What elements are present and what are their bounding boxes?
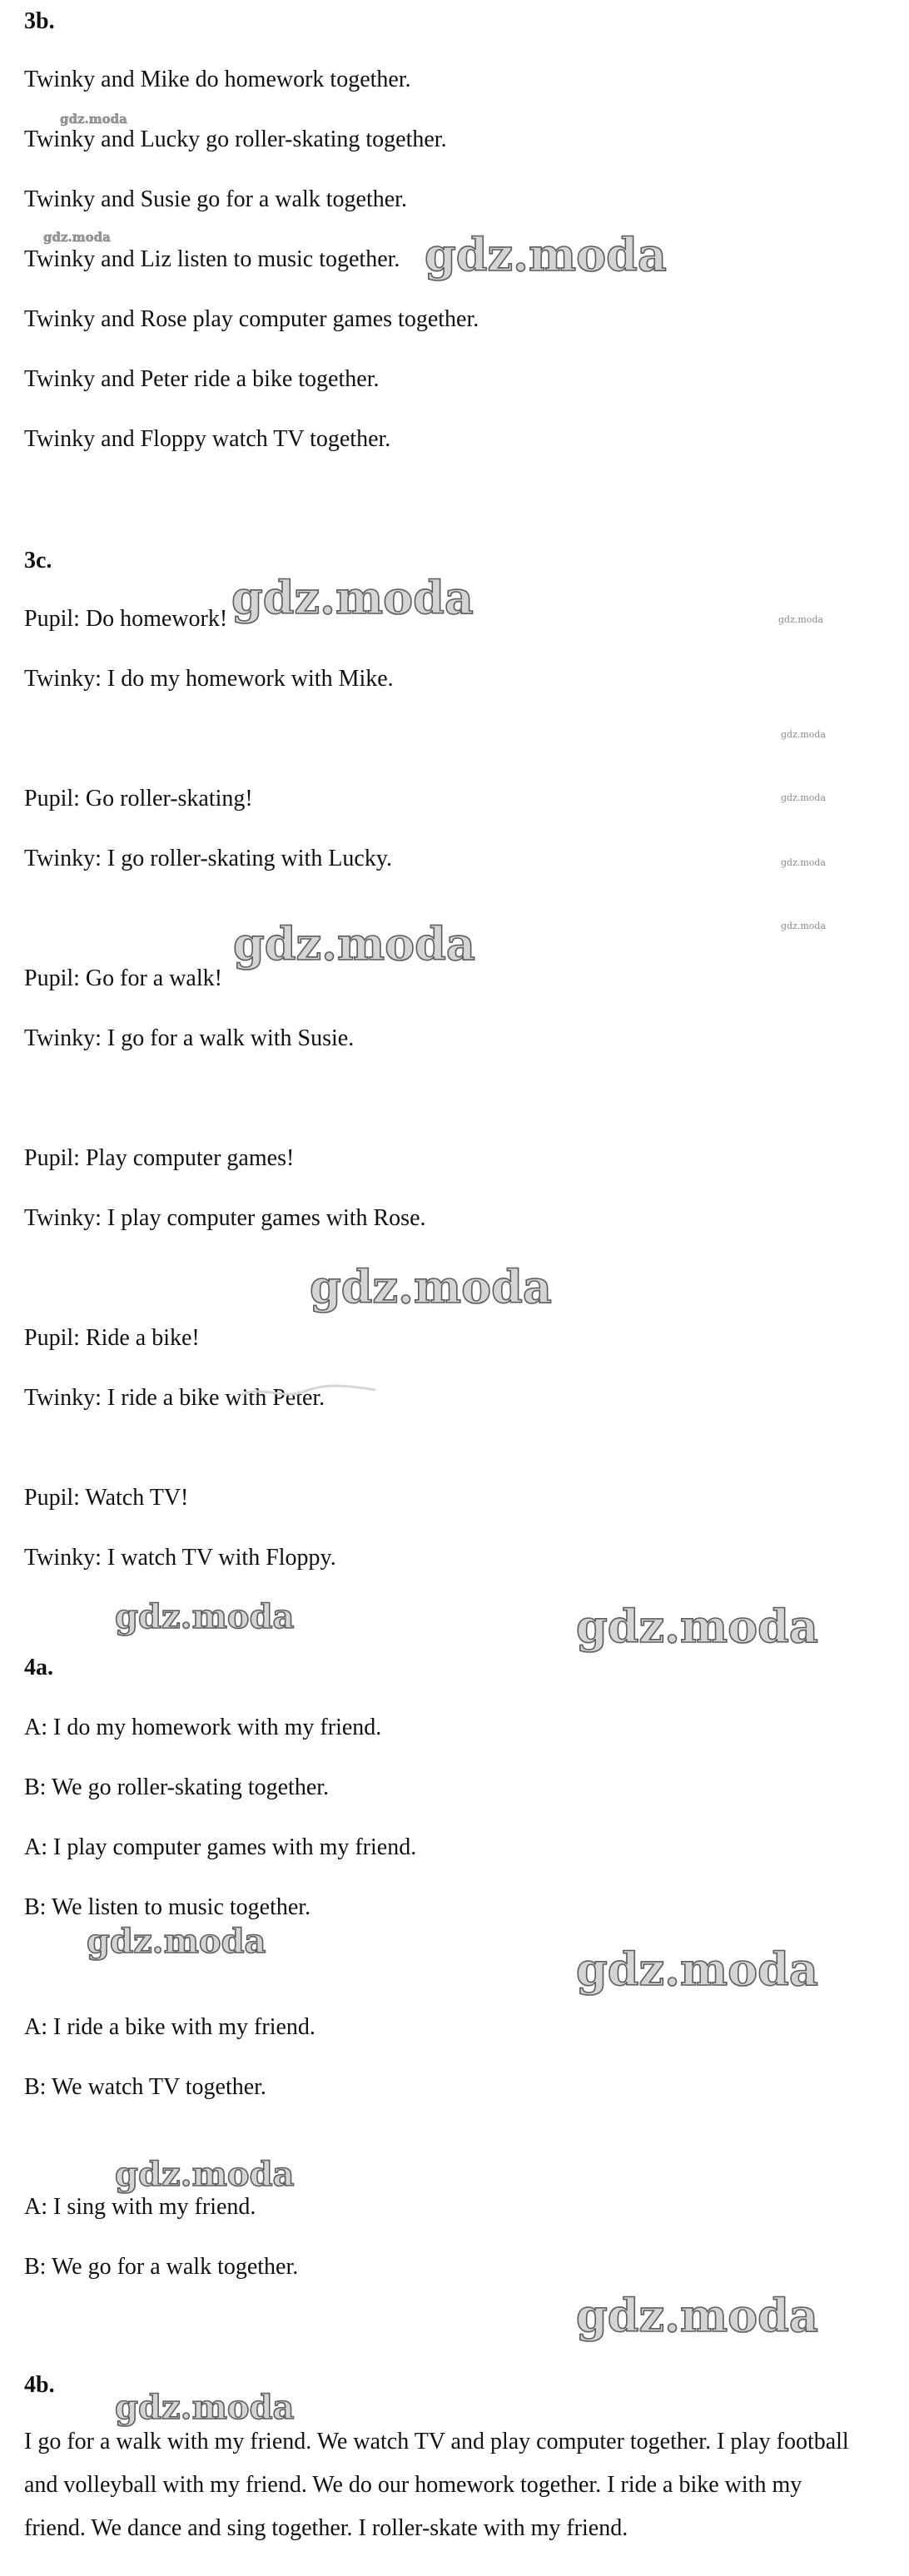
watermark: gdz.moda (115, 2155, 295, 2194)
section-4b-heading: 4b. (24, 2372, 55, 2398)
section-4a-line-2: B: We go roller-skating together. (24, 1774, 330, 1800)
watermark: gdz.moda (576, 2289, 818, 2342)
section-4a-line-5: A: I ride a bike with my friend. (24, 2014, 315, 2040)
section-3c-line-9: Pupil: Ride a bike! (24, 1325, 200, 1351)
section-3c-heading: 3c. (24, 548, 52, 573)
section-3c-line-5: Pupil: Go for a walk! (24, 965, 222, 991)
section-3b-line-7: Twinky and Floppy watch TV together. (24, 426, 391, 452)
watermark: gdz.moda (425, 228, 667, 281)
section-4a-line-4: B: We listen to music together. (24, 1894, 311, 1920)
section-3b-line-3: Twinky and Susie go for a walk together. (24, 186, 407, 212)
watermark: gdz.moda (60, 112, 127, 127)
section-4a-line-7: A: I sing with my friend. (24, 2194, 256, 2220)
section-3b-line-6: Twinky and Peter ride a bike together. (24, 366, 380, 392)
section-3c-line-6: Twinky: I go for a walk with Susie. (24, 1025, 355, 1051)
section-3c-line-11: Pupil: Watch TV! (24, 1485, 189, 1511)
section-3b-line-4: Twinky and Liz listen to music together. (24, 246, 400, 272)
watermark: gdz.moda (781, 921, 827, 931)
watermark: gdz.moda (781, 729, 827, 740)
watermark: gdz.moda (233, 917, 475, 970)
watermark: gdz.moda (115, 2388, 295, 2427)
section-4a-line-1: A: I do my homework with my friend. (24, 1715, 382, 1740)
section-3c-line-3: Pupil: Go roller-skating! (24, 786, 253, 812)
section-3b-heading: 3b. (24, 8, 55, 34)
section-3b-line-5: Twinky and Rose play computer games together. (24, 306, 479, 332)
watermark: gdz.moda (115, 1597, 295, 1636)
watermark: gdz.moda (43, 230, 111, 245)
watermark: gdz.moda (781, 857, 827, 868)
watermark: gdz.moda (310, 1260, 552, 1313)
section-3c-line-7: Pupil: Play computer games! (24, 1145, 295, 1171)
watermark: gdz.moda (778, 614, 824, 625)
faint-scribble (237, 1382, 379, 1402)
watermark: gdz.moda (231, 571, 474, 624)
section-4a-line-6: B: We watch TV together. (24, 2074, 266, 2100)
section-3c-line-1: Pupil: Do homework! (24, 606, 228, 632)
section-3c-line-8: Twinky: I play computer games with Rose. (24, 1205, 426, 1231)
section-3b-line-1: Twinky and Mike do homework together. (24, 67, 411, 92)
section-3c-line-12: Twinky: I watch TV with Floppy. (24, 1545, 336, 1571)
section-3b-line-2: Twinky and Lucky go roller-skating together. (24, 127, 447, 152)
section-4b-paragraph: I go for a walk with my friend. We watch TV and play computer together. I play football and volleyball with my friend. We do our homework together. I ride a bike with my friend. We dance and sing together. I roller-skate with my friend. (24, 2429, 849, 2541)
section-3c-line-10: Twinky: I ride a bike with Peter. (24, 1385, 325, 1411)
watermark: gdz.moda (576, 1943, 818, 1996)
watermark: gdz.moda (781, 792, 827, 803)
section-3c-line-4: Twinky: I go roller-skating with Lucky. (24, 846, 393, 871)
section-4a-line-3: A: I play computer games with my friend. (24, 1834, 417, 1860)
watermark: gdz.moda (87, 1922, 266, 1961)
watermark: gdz.moda (576, 1600, 818, 1653)
section-4a-line-8: B: We go for a walk together. (24, 2254, 299, 2280)
section-3c-line-2: Twinky: I do my homework with Mike. (24, 666, 394, 692)
section-4a-heading: 4a. (24, 1655, 53, 1680)
